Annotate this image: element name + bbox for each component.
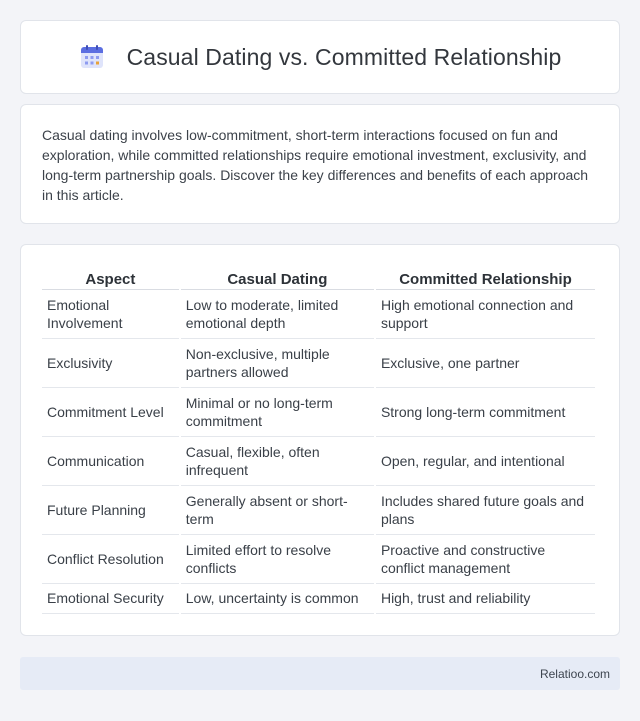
table-row — [42, 290, 595, 339]
cell-casual: Low to moderate, limited emotional depth — [181, 290, 374, 339]
header-casual-dating: Casual Dating — [181, 266, 374, 290]
cell-aspect: Emotional Security — [42, 584, 179, 614]
cell-casual: Low, uncertainty is common — [181, 584, 374, 614]
intro-card — [20, 104, 620, 224]
cell-casual: Casual, flexible, often infrequent — [181, 437, 374, 486]
cell-aspect: Communication — [42, 437, 179, 486]
comparison-table — [40, 266, 597, 614]
title-card — [20, 20, 620, 94]
cell-committed: Includes shared future goals and plans — [376, 486, 595, 535]
cell-aspect: Conflict Resolution — [42, 535, 179, 584]
page-title: Casual Dating vs. Committed Relationship — [126, 43, 562, 70]
header-committed-relationship: Committed Relationship — [376, 266, 595, 290]
footer-bar — [20, 657, 620, 690]
cell-committed: Strong long-term commitment — [376, 388, 595, 437]
table-row — [42, 584, 595, 614]
title-wrap — [79, 44, 562, 71]
cell-aspect: Future Planning — [42, 486, 179, 535]
cell-committed: Exclusive, one partner — [376, 339, 595, 388]
comparison-table-card — [20, 244, 620, 636]
table-row — [42, 388, 595, 437]
cell-committed: High emotional connection and support — [376, 290, 595, 339]
cell-committed: Open, regular, and intentional — [376, 437, 595, 486]
cell-casual: Non-exclusive, multiple partners allowed — [181, 339, 374, 388]
cell-casual: Minimal or no long-term commitment — [181, 388, 374, 437]
table-row — [42, 535, 595, 584]
cell-casual: Limited effort to resolve conflicts — [181, 535, 374, 584]
cell-aspect: Commitment Level — [42, 388, 179, 437]
table-header-row — [42, 266, 595, 290]
table-row — [42, 339, 595, 388]
cell-committed: High, trust and reliability — [376, 584, 595, 614]
cell-casual: Generally absent or short-term — [181, 486, 374, 535]
cell-committed: Proactive and constructive conflict management — [376, 535, 595, 584]
calendar-icon — [79, 44, 105, 70]
header-aspect: Aspect — [42, 266, 179, 290]
cell-aspect: Exclusivity — [42, 339, 179, 388]
table-row — [42, 486, 595, 535]
footer-site-link[interactable]: Relatioo.com — [539, 666, 610, 681]
table-row — [42, 437, 595, 486]
intro-paragraph: Casual dating involves low-commitment, short-term interactions focused on fun and exploration, while committed relationships require emotional investment, exclusivity, and long-term partnership goals. Discover the key differences and benefits of each approach in this article. — [42, 127, 589, 203]
cell-aspect: Emotional Involvement — [42, 290, 179, 339]
